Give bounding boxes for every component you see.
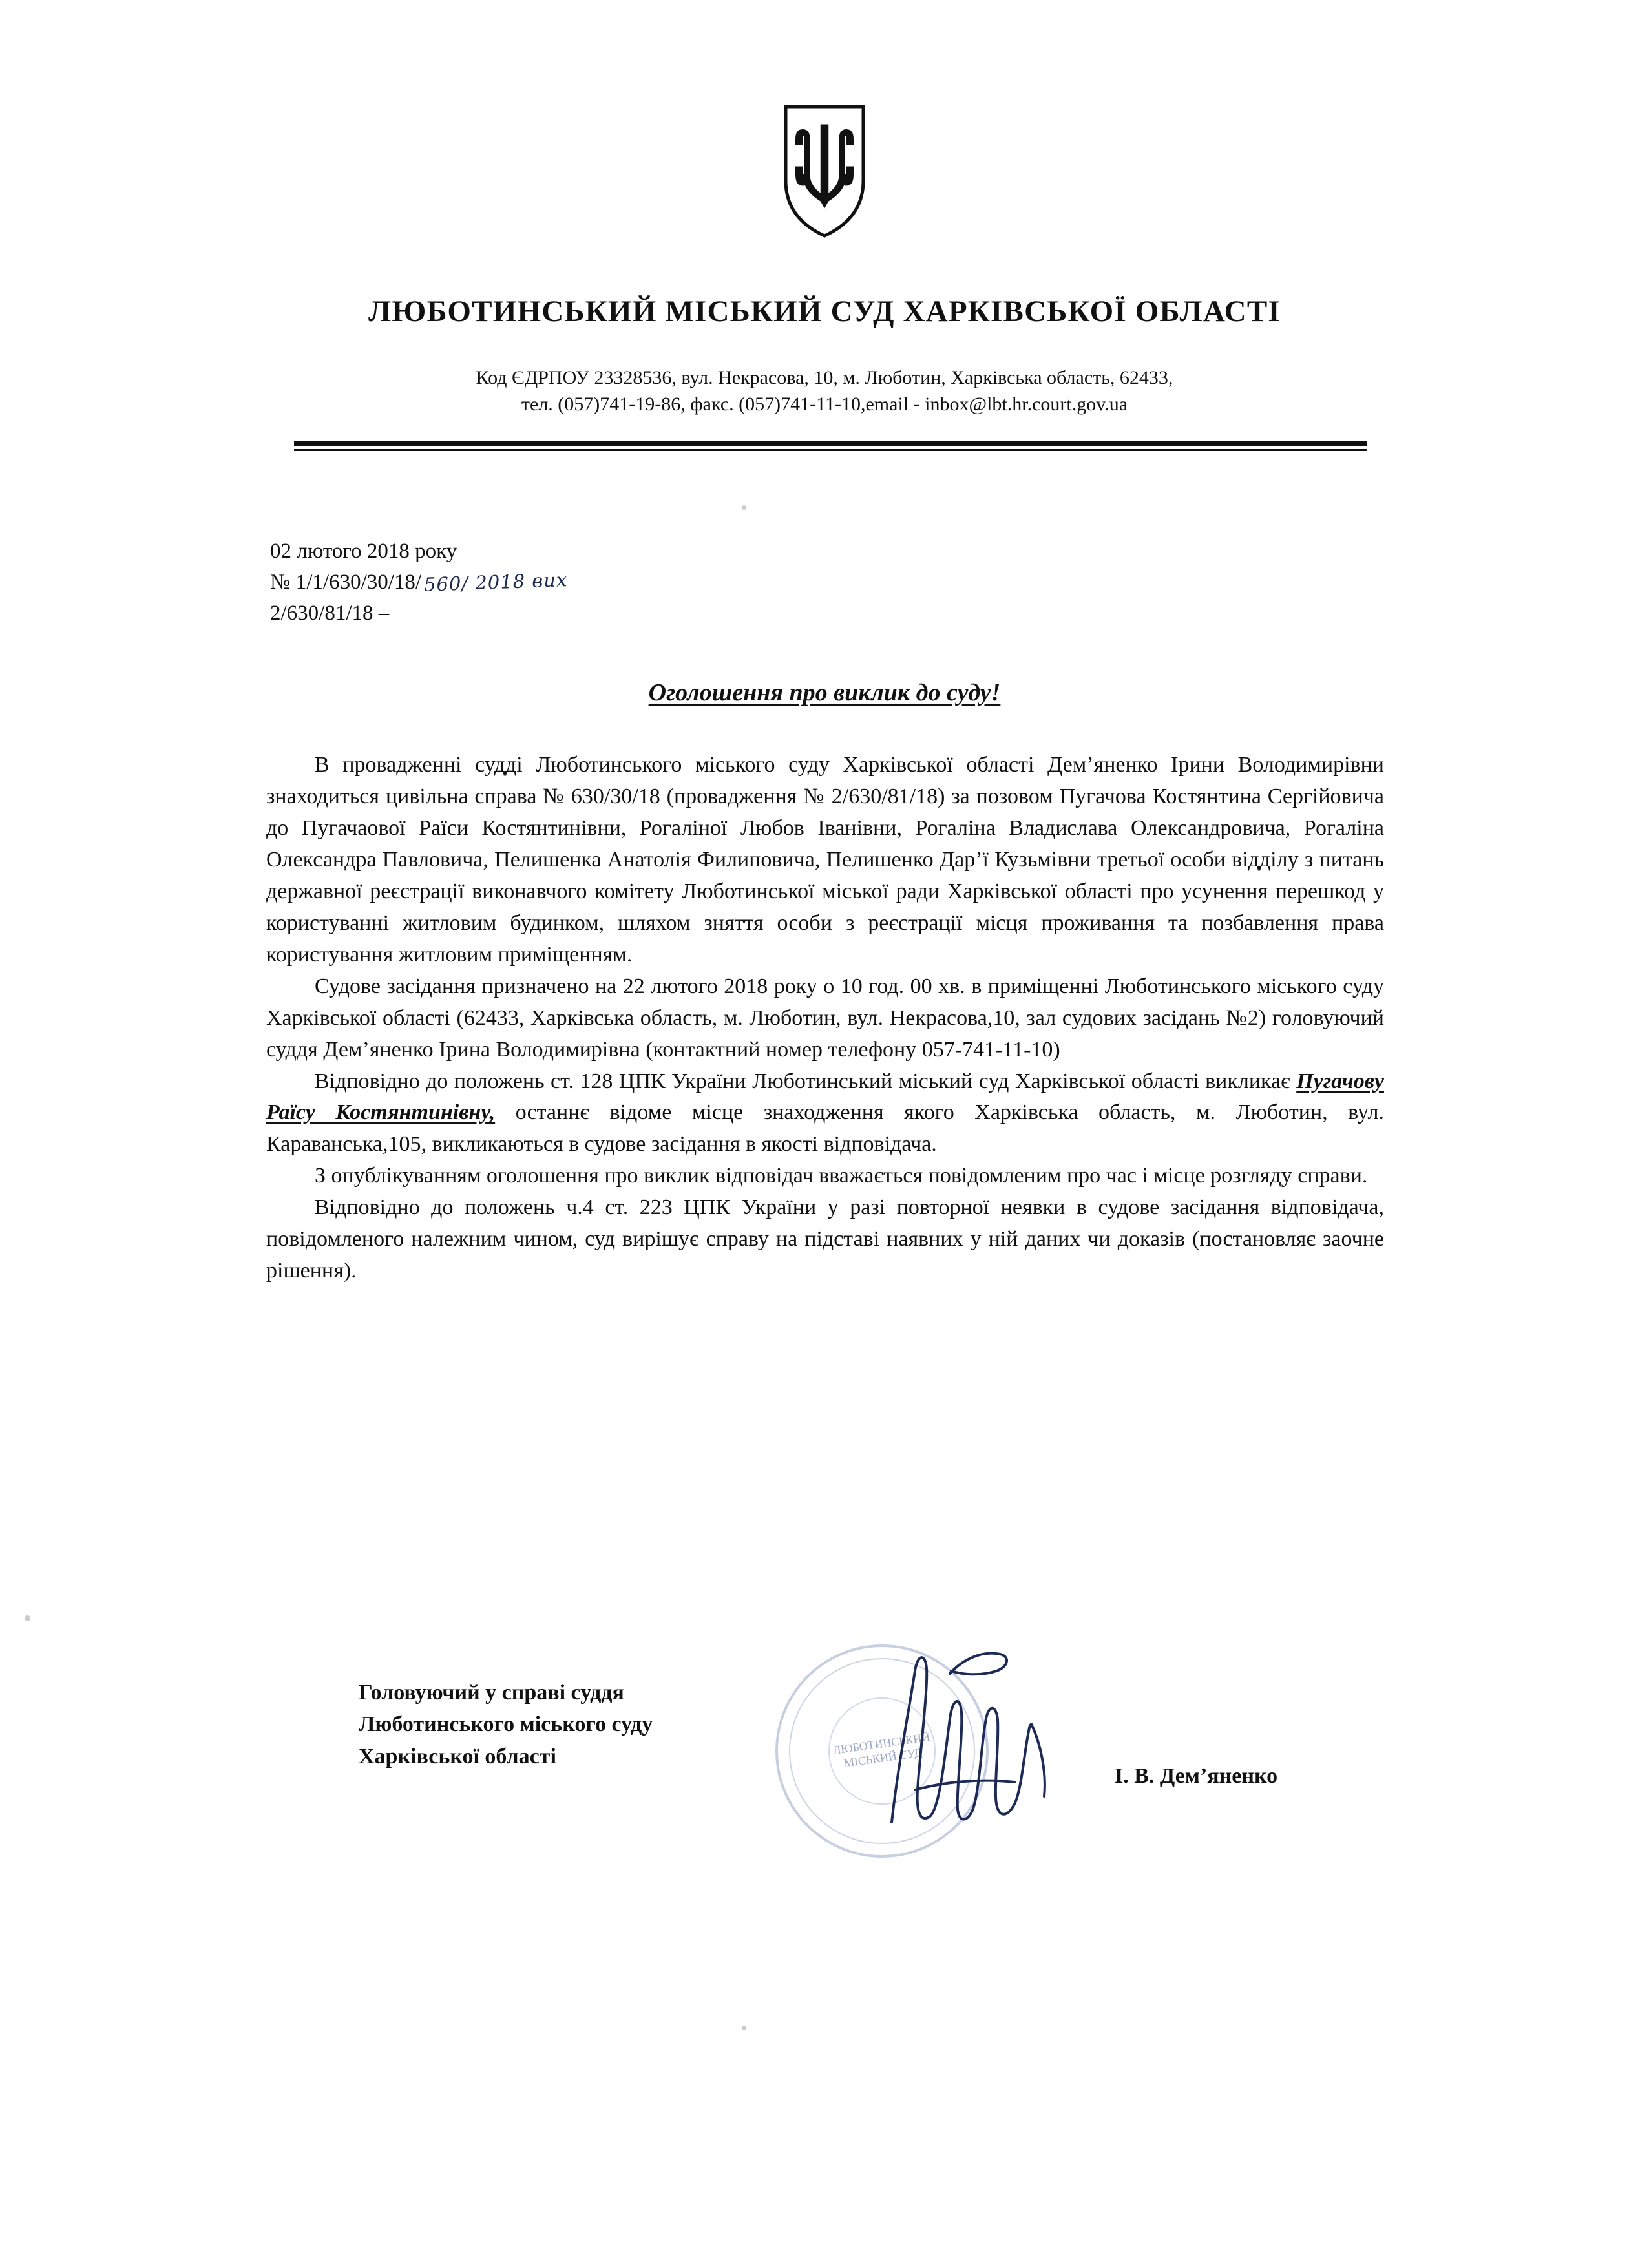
document-number-line	[270, 567, 567, 598]
document-date: 02 лютого 2018 року	[270, 540, 457, 563]
scan-speck	[25, 1615, 30, 1621]
paragraph-text: Відповідно до положень ч.4 ст. 223 ЦПК України у разі повторної неявки в судове засідання відповідача, повідомленого належним чином, суд вирішує справу на підставі наявних у ній даних чи доказів (постановляє заочне рішення).	[266, 1195, 1384, 1283]
document-body	[266, 750, 1384, 1287]
emphasized-defendant-name: Пугачову Раїсу Костянтинівну,	[266, 1069, 1384, 1125]
signer-name: І. В. Дем’яненко	[1115, 1764, 1278, 1788]
paragraph-default-judgment	[266, 1192, 1384, 1287]
paragraph-text: В провадженні судді Люботинського міського суду Харківської області Дем’яненко Ірини Володимирівни знаходиться цивільна справа № 630/30/18 (провадження № 2/630/81/18) за позовом Пугачова Костянтина Сергійовича до Пугачаової Раїси Костянтинівни, Рогаліної Любов Іванівни, Рогаліна Владислава Олександровича, Рогаліна Олександра Павловича, Пелишенка Анатолія Филиповича, Пелишенко Дар’ї Кузьмівни третьої особи відділу з питань державної реєстрації виконавчого комітету Люботинської міської ради Харківської області про усунення перешкод у користуванні житловим будинком, шляхом зняття особи з реєстрації місця проживання та позбавлення права користування житловим приміщенням.	[266, 753, 1384, 967]
scan-speck	[742, 505, 746, 510]
reference-block	[270, 536, 567, 629]
signature-line-3: Харківської області	[359, 1744, 556, 1769]
court-seal-text: ЛЮБОТИНСЬКИЙ МІСЬКИЙ СУД	[832, 1730, 931, 1770]
court-title: ЛЮБОТИНСЬКИЙ МІСЬКИЙ СУД ХАРКІВСЬКОЇ ОБЛАСТІ	[368, 295, 1281, 328]
paragraph-text: останнє відоме місце знаходження якого Харківська область, м. Люботин, вул. Караванська,105, викликаються в судове засідання в якості відповідача.	[266, 1100, 1385, 1157]
signature-line-2: Люботинського міського суду	[359, 1712, 653, 1737]
case-number: 2/630/81/18 –	[270, 601, 390, 625]
document-title: Оголошення про виклик до суду!	[648, 679, 1001, 706]
letterhead-divider	[294, 441, 1367, 451]
signature-line-1: Головуючий у справі суддя	[359, 1681, 624, 1705]
emblem-container	[0, 97, 1649, 246]
paragraph-hearing	[266, 971, 1384, 1066]
court-contacts-line-2: тел. (057)741-19-86, факс. (057)741-11-10,email - inbox@lbt.hr.court.gov.ua	[521, 393, 1128, 415]
divider-thin-line	[294, 449, 1367, 451]
paragraph-text: Відповідно до положень ст. 128 ЦПК України Люботинський міський суд Харківської області викликає	[315, 1069, 1297, 1093]
paragraph-text: Судове засідання призначено на 22 лютого 2018 року о 10 год. 00 хв. в приміщенні Люботинського міського суду Харківської області (62433, Харківська область, м. Люботин, вул. Некрасова,10, зал судових засідань №2) головуючий суддя Дем’яненко Ірина Володимирівна (контактний номер телефону 057-741-11-10)	[266, 974, 1384, 1062]
signature-block	[359, 1677, 653, 1772]
paragraph-case-details	[266, 750, 1384, 971]
document-number: № 1/1/630/30/18/	[270, 570, 422, 594]
handwritten-number: 560/ 2018 вих	[423, 568, 568, 596]
paragraph-publication	[266, 1160, 1384, 1192]
paragraph-text: З опублікуванням оголошення про виклик відповідач вважається повідомленим про час і місце розгляду справи.	[315, 1164, 1368, 1188]
scan-speck	[742, 2026, 746, 2030]
paragraph-summons	[266, 1066, 1384, 1161]
court-contacts-line-1: Код ЄДРПОУ 23328536, вул. Некрасова, 10, м. Люботин, Харківська область, 62433,	[476, 367, 1173, 388]
ukraine-trident-emblem	[776, 97, 873, 246]
court-contacts	[0, 365, 1649, 417]
divider-thick-line	[294, 441, 1367, 446]
court-seal-stamp	[762, 1631, 1003, 1872]
